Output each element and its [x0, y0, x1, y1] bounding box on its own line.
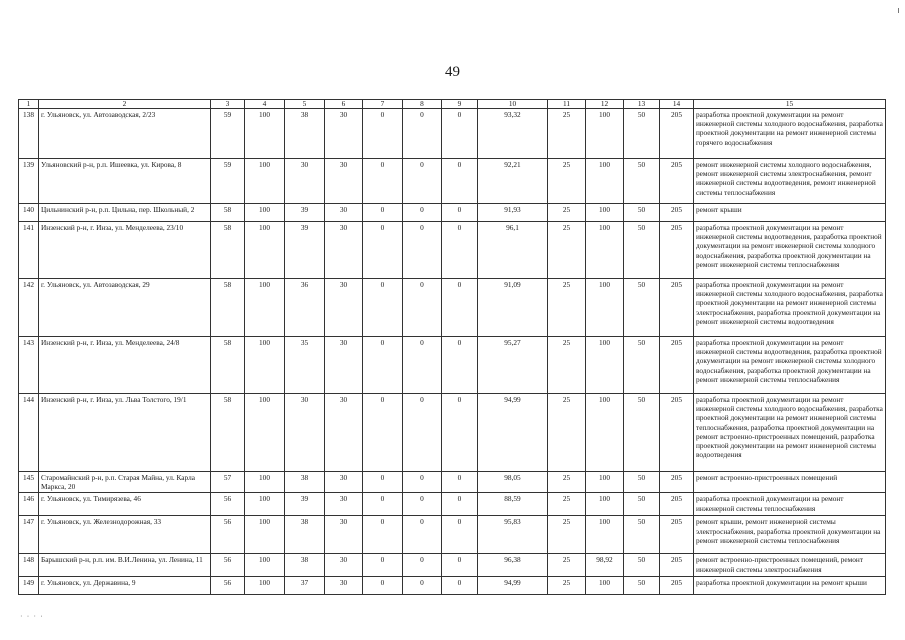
- value-cell: 96,1: [478, 222, 548, 279]
- value-cell: 205: [660, 222, 694, 279]
- value-cell: 58: [211, 279, 245, 337]
- value-cell: 0: [403, 516, 442, 554]
- value-cell: 0: [363, 394, 403, 472]
- value-cell: 94,99: [478, 394, 548, 472]
- value-cell: 98,92: [586, 554, 624, 577]
- value-cell: 95,27: [478, 337, 548, 394]
- address-cell: г. Ульяновск, ул. Железнодорожная, 33: [39, 516, 211, 554]
- value-cell: 100: [586, 394, 624, 472]
- value-cell: 100: [586, 222, 624, 279]
- value-cell: 205: [660, 159, 694, 204]
- works-cell: ремонт крыши, ремонт инженерной системы электроснабжения, разработка проектной документации на ремонт инженерной системы теплоснабжения: [694, 516, 886, 554]
- value-cell: 100: [245, 204, 285, 222]
- value-cell: 0: [363, 554, 403, 577]
- works-cell: разработка проектной документации на ремонт инженерной системы холодного водоснабжения, разработка проектной документации на ремонт инженерной системы горячего водоснабжения: [694, 109, 886, 159]
- table-row: [19, 279, 886, 337]
- value-cell: 0: [403, 222, 442, 279]
- value-cell: 100: [586, 109, 624, 159]
- value-cell: 0: [442, 516, 478, 554]
- table-header-row: [19, 100, 886, 109]
- scan-artifact: · ⋅ · ⋅: [20, 612, 44, 621]
- value-cell: 0: [363, 337, 403, 394]
- value-cell: 30: [325, 394, 363, 472]
- row-number-cell: 138: [19, 109, 39, 159]
- address-cell: г. Ульяновск, ул. Державина, 9: [39, 577, 211, 595]
- value-cell: 59: [211, 159, 245, 204]
- address-cell: Старомайнский р-н, р.п. Старая Майна, ул. Карла Маркса, 20: [39, 472, 211, 493]
- value-cell: 50: [624, 394, 660, 472]
- value-cell: 0: [403, 577, 442, 595]
- value-cell: 36: [285, 279, 325, 337]
- value-cell: 100: [586, 159, 624, 204]
- address-cell: Барышский р-н, р.п. им. В.И.Ленина, ул. Ленина, 11: [39, 554, 211, 577]
- value-cell: 58: [211, 394, 245, 472]
- value-cell: 25: [548, 109, 586, 159]
- header-cell: 3: [211, 100, 245, 109]
- value-cell: 25: [548, 516, 586, 554]
- header-cell: 15: [694, 100, 886, 109]
- value-cell: 95,83: [478, 516, 548, 554]
- table-row: [19, 493, 886, 516]
- value-cell: 0: [442, 109, 478, 159]
- value-cell: 100: [245, 554, 285, 577]
- value-cell: 205: [660, 516, 694, 554]
- table-row: [19, 472, 886, 493]
- value-cell: 30: [325, 159, 363, 204]
- value-cell: 30: [325, 577, 363, 595]
- value-cell: 100: [586, 493, 624, 516]
- value-cell: 98,05: [478, 472, 548, 493]
- value-cell: 38: [285, 516, 325, 554]
- value-cell: 0: [442, 554, 478, 577]
- value-cell: 0: [363, 279, 403, 337]
- table-row: [19, 516, 886, 554]
- value-cell: 0: [363, 159, 403, 204]
- value-cell: 92,21: [478, 159, 548, 204]
- value-cell: 0: [442, 204, 478, 222]
- value-cell: 100: [586, 516, 624, 554]
- value-cell: 100: [245, 472, 285, 493]
- value-cell: 50: [624, 516, 660, 554]
- works-cell: ремонт встроенно-пристроенных помещений: [694, 472, 886, 493]
- value-cell: 37: [285, 577, 325, 595]
- data-table: [18, 99, 886, 595]
- address-cell: г. Ульяновск, ул. Тимирязева, 46: [39, 493, 211, 516]
- value-cell: 0: [403, 394, 442, 472]
- value-cell: 0: [363, 577, 403, 595]
- header-cell: 1: [19, 100, 39, 109]
- address-cell: Цильнинский р-н, р.п. Цильна, пер. Школьный, 2: [39, 204, 211, 222]
- address-cell: Ульяновский р-н, р.п. Ишеевка, ул. Кирова, 8: [39, 159, 211, 204]
- value-cell: 38: [285, 554, 325, 577]
- row-number-cell: 141: [19, 222, 39, 279]
- value-cell: 91,09: [478, 279, 548, 337]
- header-cell: 6: [325, 100, 363, 109]
- value-cell: 0: [442, 394, 478, 472]
- value-cell: 100: [245, 493, 285, 516]
- header-cell: 14: [660, 100, 694, 109]
- row-number-cell: 144: [19, 394, 39, 472]
- row-number-cell: 145: [19, 472, 39, 493]
- value-cell: 100: [245, 109, 285, 159]
- table-row: [19, 109, 886, 159]
- value-cell: 25: [548, 204, 586, 222]
- value-cell: 100: [586, 472, 624, 493]
- value-cell: 50: [624, 279, 660, 337]
- works-cell: разработка проектной документации на ремонт инженерной системы холодного водоснабжения, разработка проектной документации на ремонт инженерной системы электроснабжения, разработка проектной документации на ремонт инженерной системы водоотведения: [694, 279, 886, 337]
- value-cell: 30: [285, 159, 325, 204]
- works-cell: ремонт крыши: [694, 204, 886, 222]
- value-cell: 0: [403, 472, 442, 493]
- table-row: [19, 204, 886, 222]
- table-row: [19, 577, 886, 595]
- value-cell: 50: [624, 204, 660, 222]
- address-cell: Инзенский р-н, г. Инза, ул. Менделеева, 23/10: [39, 222, 211, 279]
- value-cell: 30: [325, 222, 363, 279]
- works-cell: разработка проектной документации на ремонт инженерной системы водоотведения, разработка проектной документации на ремонт инженерной системы холодного водоснабжения, разработка проектной документации на ремонт инженерной системы теплоснабжения: [694, 337, 886, 394]
- header-cell: 9: [442, 100, 478, 109]
- address-cell: г. Ульяновск, ул. Автозаводская, 2/23: [39, 109, 211, 159]
- value-cell: 25: [548, 159, 586, 204]
- header-cell: 10: [478, 100, 548, 109]
- value-cell: 0: [403, 493, 442, 516]
- value-cell: 205: [660, 394, 694, 472]
- row-number-cell: 140: [19, 204, 39, 222]
- value-cell: 100: [245, 516, 285, 554]
- value-cell: 25: [548, 493, 586, 516]
- value-cell: 50: [624, 472, 660, 493]
- value-cell: 50: [624, 577, 660, 595]
- table-row: [19, 554, 886, 577]
- value-cell: 100: [245, 222, 285, 279]
- works-cell: разработка проектной документации на ремонт инженерной системы водоотведения, разработка проектной документации на ремонт инженерной системы холодного водоснабжения, разработка проектной документации на ремонт инженерной системы теплоснабжения: [694, 222, 886, 279]
- value-cell: 25: [548, 337, 586, 394]
- table-row: [19, 222, 886, 279]
- value-cell: 56: [211, 493, 245, 516]
- value-cell: 0: [363, 204, 403, 222]
- value-cell: 0: [403, 554, 442, 577]
- value-cell: 205: [660, 554, 694, 577]
- value-cell: 93,32: [478, 109, 548, 159]
- value-cell: 30: [325, 516, 363, 554]
- value-cell: 0: [442, 337, 478, 394]
- value-cell: 0: [442, 159, 478, 204]
- value-cell: 25: [548, 554, 586, 577]
- value-cell: 25: [548, 577, 586, 595]
- row-number-cell: 142: [19, 279, 39, 337]
- table-row: [19, 337, 886, 394]
- value-cell: 30: [325, 204, 363, 222]
- row-number-cell: 147: [19, 516, 39, 554]
- value-cell: 0: [403, 204, 442, 222]
- value-cell: 0: [442, 222, 478, 279]
- value-cell: 0: [363, 472, 403, 493]
- works-cell: разработка проектной документации на ремонт инженерной системы теплоснабжения: [694, 493, 886, 516]
- value-cell: 0: [403, 159, 442, 204]
- works-cell: разработка проектной документации на ремонт крыши: [694, 577, 886, 595]
- value-cell: 56: [211, 554, 245, 577]
- value-cell: 35: [285, 337, 325, 394]
- value-cell: 205: [660, 279, 694, 337]
- value-cell: 0: [442, 493, 478, 516]
- value-cell: 30: [325, 554, 363, 577]
- value-cell: 56: [211, 577, 245, 595]
- header-cell: 5: [285, 100, 325, 109]
- value-cell: 38: [285, 472, 325, 493]
- value-cell: 100: [245, 577, 285, 595]
- value-cell: 30: [325, 337, 363, 394]
- value-cell: 0: [363, 516, 403, 554]
- row-number-cell: 146: [19, 493, 39, 516]
- value-cell: 0: [363, 109, 403, 159]
- value-cell: 0: [403, 337, 442, 394]
- value-cell: 50: [624, 493, 660, 516]
- value-cell: 94,99: [478, 577, 548, 595]
- row-number-cell: 139: [19, 159, 39, 204]
- value-cell: 205: [660, 472, 694, 493]
- header-cell: 13: [624, 100, 660, 109]
- value-cell: 205: [660, 493, 694, 516]
- scan-mark: [898, 8, 899, 13]
- value-cell: 30: [285, 394, 325, 472]
- works-cell: ремонт инженерной системы холодного водоснабжения, ремонт инженерной системы электроснабжения, ремонт инженерной системы водоотведения, ремонт инженерной системы теплоснабжения: [694, 159, 886, 204]
- value-cell: 25: [548, 472, 586, 493]
- address-cell: г. Ульяновск, ул. Автозаводская, 29: [39, 279, 211, 337]
- value-cell: 100: [245, 279, 285, 337]
- value-cell: 38: [285, 109, 325, 159]
- value-cell: 58: [211, 222, 245, 279]
- value-cell: 0: [403, 279, 442, 337]
- value-cell: 100: [245, 394, 285, 472]
- header-cell: 8: [403, 100, 442, 109]
- value-cell: 58: [211, 337, 245, 394]
- value-cell: 100: [245, 159, 285, 204]
- value-cell: 100: [586, 577, 624, 595]
- value-cell: 57: [211, 472, 245, 493]
- value-cell: 30: [325, 472, 363, 493]
- value-cell: 25: [548, 394, 586, 472]
- value-cell: 25: [548, 222, 586, 279]
- header-cell: 11: [548, 100, 586, 109]
- works-cell: разработка проектной документации на ремонт инженерной системы холодного водоснабжения, разработка проектной документации на ремонт инженерной системы теплоснабжения, разработка проектной документации на ремонт встроенно-пристроенных помещений, разработка проектной документации на ремонт инженерной системы водоотведения: [694, 394, 886, 472]
- value-cell: 96,38: [478, 554, 548, 577]
- row-number-cell: 148: [19, 554, 39, 577]
- value-cell: 50: [624, 337, 660, 394]
- value-cell: 25: [548, 279, 586, 337]
- value-cell: 30: [325, 109, 363, 159]
- value-cell: 50: [624, 159, 660, 204]
- value-cell: 88,59: [478, 493, 548, 516]
- value-cell: 205: [660, 109, 694, 159]
- value-cell: 0: [442, 577, 478, 595]
- value-cell: 205: [660, 337, 694, 394]
- table-row: [19, 394, 886, 472]
- row-number-cell: 143: [19, 337, 39, 394]
- address-cell: Инзенский р-н, г. Инза, ул. Менделеева, 24/8: [39, 337, 211, 394]
- value-cell: 39: [285, 204, 325, 222]
- address-cell: Инзенский р-н, г. Инза, ул. Льва Толстого, 19/1: [39, 394, 211, 472]
- value-cell: 0: [442, 472, 478, 493]
- header-cell: 2: [39, 100, 211, 109]
- works-cell: ремонт встроенно-пристроенных помещений, ремонт инженерной системы электроснабжения: [694, 554, 886, 577]
- table-row: [19, 159, 886, 204]
- header-cell: 7: [363, 100, 403, 109]
- value-cell: 59: [211, 109, 245, 159]
- value-cell: 56: [211, 516, 245, 554]
- value-cell: 100: [586, 204, 624, 222]
- header-cell: 4: [245, 100, 285, 109]
- value-cell: 50: [624, 222, 660, 279]
- value-cell: 91,93: [478, 204, 548, 222]
- value-cell: 0: [363, 222, 403, 279]
- value-cell: 0: [363, 493, 403, 516]
- page-number: 49: [445, 64, 460, 80]
- value-cell: 30: [325, 493, 363, 516]
- value-cell: 39: [285, 493, 325, 516]
- value-cell: 100: [586, 337, 624, 394]
- value-cell: 30: [325, 279, 363, 337]
- value-cell: 39: [285, 222, 325, 279]
- value-cell: 0: [403, 109, 442, 159]
- value-cell: 50: [624, 109, 660, 159]
- value-cell: 0: [442, 279, 478, 337]
- value-cell: 205: [660, 577, 694, 595]
- value-cell: 58: [211, 204, 245, 222]
- value-cell: 100: [586, 279, 624, 337]
- header-cell: 12: [586, 100, 624, 109]
- value-cell: 205: [660, 204, 694, 222]
- value-cell: 100: [245, 337, 285, 394]
- value-cell: 50: [624, 554, 660, 577]
- row-number-cell: 149: [19, 577, 39, 595]
